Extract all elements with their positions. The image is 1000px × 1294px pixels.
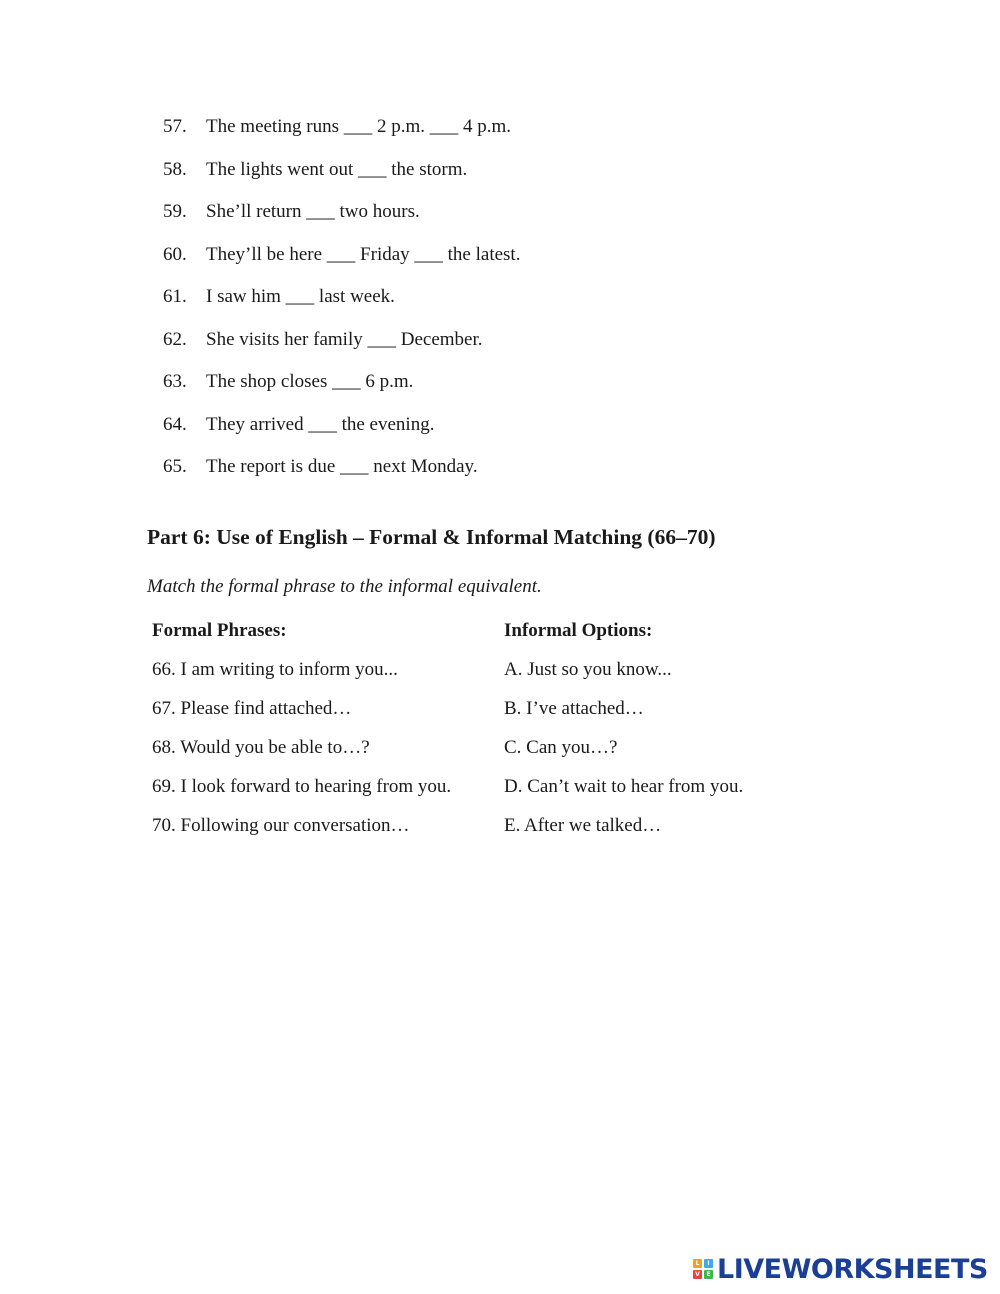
logo-block: L — [693, 1259, 702, 1268]
logo-mark-icon — [693, 1259, 713, 1279]
question-number: 62. — [163, 328, 187, 350]
question-text: They arrived ___ the evening. — [206, 413, 435, 435]
question-number: 57. — [163, 116, 187, 137]
question-item — [163, 244, 520, 287]
question-item — [163, 329, 520, 372]
informal-option: A. Just so you know... — [504, 659, 672, 680]
question-item — [163, 371, 520, 414]
question-text: They’ll be here ___ Friday ___ the latest. — [206, 243, 521, 265]
question-item — [163, 201, 520, 244]
liveworksheets-logo — [693, 1254, 988, 1284]
formal-phrase: 70. Following our conversation… — [152, 815, 410, 836]
question-text: I saw him ___ last week. — [206, 286, 395, 307]
question-number: 65. — [163, 456, 187, 477]
question-number: 63. — [163, 371, 187, 392]
question-number: 64. — [163, 413, 187, 435]
section-title: Part 6: Use of English – Formal & Informal Matching (66–70) — [147, 525, 716, 549]
question-item — [163, 286, 520, 329]
informal-option: B. I’ve attached… — [504, 698, 644, 719]
question-text: The lights went out ___ the storm. — [206, 158, 468, 180]
informal-option: E. After we talked… — [504, 815, 662, 836]
question-text: The meeting runs ___ 2 p.m. ___ 4 p.m. — [206, 116, 512, 137]
question-list — [163, 116, 520, 499]
informal-option: C. Can you…? — [504, 737, 618, 758]
matching-row — [152, 815, 852, 854]
question-text: She’ll return ___ two hours. — [206, 201, 420, 222]
question-number: 59. — [163, 201, 187, 222]
formal-header: Formal Phrases: — [152, 620, 287, 641]
question-item — [163, 116, 520, 159]
question-text: She visits her family ___ December. — [206, 328, 483, 350]
question-number: 58. — [163, 158, 187, 180]
formal-phrase: 68. Would you be able to…? — [152, 737, 370, 758]
matching-row — [152, 737, 852, 776]
matching-header-row — [152, 620, 852, 659]
question-item — [163, 456, 520, 499]
question-text: The shop closes ___ 6 p.m. — [206, 371, 414, 392]
question-text: The report is due ___ next Monday. — [206, 456, 478, 477]
question-number: 61. — [163, 286, 187, 307]
informal-option: D. Can’t wait to hear from you. — [504, 776, 744, 797]
formal-phrase: 66. I am writing to inform you... — [152, 659, 398, 680]
matching-row — [152, 698, 852, 737]
formal-phrase: 67. Please find attached… — [152, 698, 352, 719]
matching-table — [152, 620, 852, 854]
logo-text: LIVEWORKSHEETS — [717, 1253, 988, 1285]
logo-block: E — [704, 1270, 713, 1279]
informal-header: Informal Options: — [504, 620, 653, 641]
question-item — [163, 414, 520, 457]
logo-block: V — [693, 1270, 702, 1279]
question-number: 60. — [163, 243, 187, 265]
matching-row — [152, 776, 852, 815]
matching-row — [152, 659, 852, 698]
section-instruction: Match the formal phrase to the informal equivalent. — [147, 576, 542, 597]
formal-phrase: 69. I look forward to hearing from you. — [152, 776, 452, 797]
logo-block: I — [704, 1259, 713, 1268]
question-item — [163, 159, 520, 202]
